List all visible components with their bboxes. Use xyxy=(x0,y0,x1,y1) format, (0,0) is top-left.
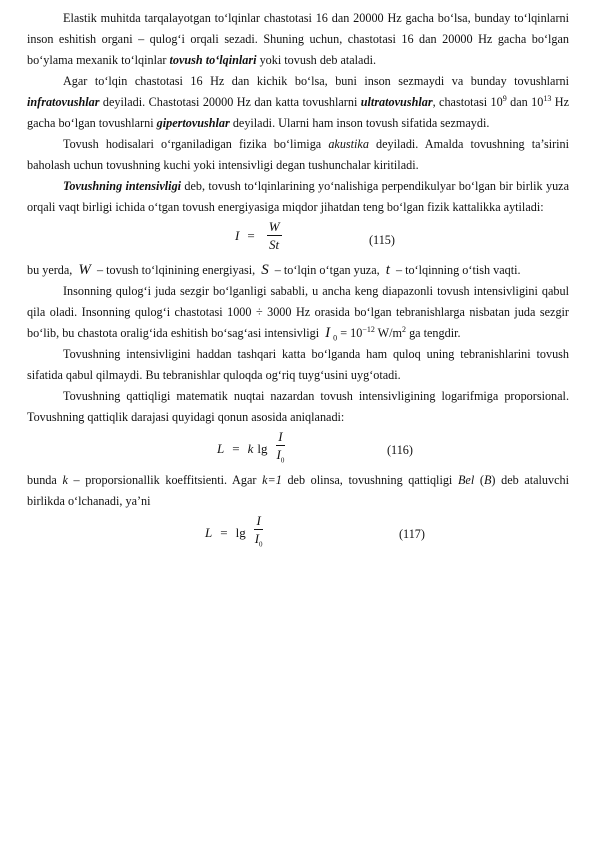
paragraph-where: bu yerda, W – tovush to‘lqinining energiyasi, S – to‘lqin o‘tgan yuza, t – to‘lqinning o‘tish vaqti. xyxy=(27,262,521,278)
equation-number: (115) xyxy=(369,233,395,247)
fraction: $\frac{W}{St}$ xyxy=(268,219,280,252)
equation-number: (116) xyxy=(387,443,413,457)
term-hypersound: gipertovushlar xyxy=(156,116,230,130)
paragraph-sound-definition: Elastik muhitda tarqalayotgan to‘lqinlar chastotasi 16 dan 20000 Hz gacha bo‘lsa, bunday to‘lqinlarni inson eshitish organi – qulog‘i orqali sezadi. Shuning uchun, chastotasi 16 dan 20000 Hz gacha bo‘lgan bo‘ylama mexanik to‘lqinlar tovush to‘lqinlari yoki tovush deb ataladi. xyxy=(27,11,569,67)
paragraph-bel: bunda k – proporsionallik koeffitsienti. Agar k=1 deb olinsa, tovushning qattiqligi Bel (B) deb ataluvchi birlikda o‘lchanadi, ya’ni xyxy=(27,473,570,508)
document-body xyxy=(27,8,569,554)
paragraph-intensity-definition: Tovushning intensivligi deb, tovush to‘lqinlarining yo‘nalishiga perpendikulyar bo‘lgan bir birlik yuza orqali vaqt birligi ichida o‘tgan tovush energiyasiga miqdor jihatdan teng bo‘lgan fizik kattalikka aytiladi: xyxy=(27,179,569,214)
formula-115: I = $\frac{W}{St}$ (115) xyxy=(235,219,395,252)
paragraph-loudness: Tovushning qattiqligi matematik nuqtai nazardan tovush intensivligining logarifmiga proporsional. Tovushning qattiqlik darajasi quyidagi qonun asosida aniqlanadi: xyxy=(27,389,569,424)
paragraph-ear-sensitivity: Insonning qulog‘i juda sezgir bo‘lganligi sababli, u ancha keng diapazonli tovush intensivligini qabul qila oladi. Insonning qulog‘i chastotasi 1000 ÷ 3000 Hz orasida bo‘lgan tebranishlarga nisbatan juda sezgir bo‘lib, bu chastota oralig‘ida eshitish bo‘sag‘asi intensivligi I $_0 = 10^{-12}$ $W/m^2$ ga tengdir. xyxy=(27,284,569,343)
term-acoustics: akustika xyxy=(328,137,369,151)
fraction: $\frac{I}{I_0}$ xyxy=(276,429,285,465)
paragraph-infra-ultra: Agar to‘lqin chastotasi 16 Hz dan kichik bo‘lsa, buni inson sezmaydi va bunday tovushlarni infratovushlar deyiladi. Chastotasi 20000 Hz dan katta tovushlarni ultratovushlar, chastotasi $10^9$ dan $10^{13}$ Hz gacha bo‘lgan tovushlarni gipertovushlar deyiladi. Ularni ham inson tovush sifatida sezmaydi. xyxy=(27,74,569,130)
term-infrasound: infratovushlar xyxy=(27,95,100,109)
equation-number: (117) xyxy=(399,527,425,541)
formula-116: L = k lg $\frac{I}{I_0}$ (116) xyxy=(27,428,569,470)
term-intensity: Tovushning intensivligi xyxy=(63,179,182,193)
paragraph-pain: Tovushning intensivligini haddan tashqari katta bo‘lganda ham quloq uning tebranishlarini tovush sifatida qabul qilmaydi. Bu tebranishlar quloqda og‘riq tuyg‘usini uyg‘otadi. xyxy=(27,347,569,382)
formula-117: L = lg $\frac{I}{I_0}$ (117) xyxy=(27,512,569,554)
paragraph-acoustics: Tovush hodisalari o‘rganiladigan fizika bo‘limiga akustika deyiladi. Amalda tovushning ta’sirini baholash uchun tovushning kuchi yoki intensivligi degan tushunchalar kiritiladi. xyxy=(27,137,569,172)
fraction: $\frac{I}{I_0}$ xyxy=(254,513,263,549)
term-ultrasound: ultratovushlar xyxy=(360,95,433,109)
term-sound-waves: tovush to‘lqinlari xyxy=(169,53,257,67)
